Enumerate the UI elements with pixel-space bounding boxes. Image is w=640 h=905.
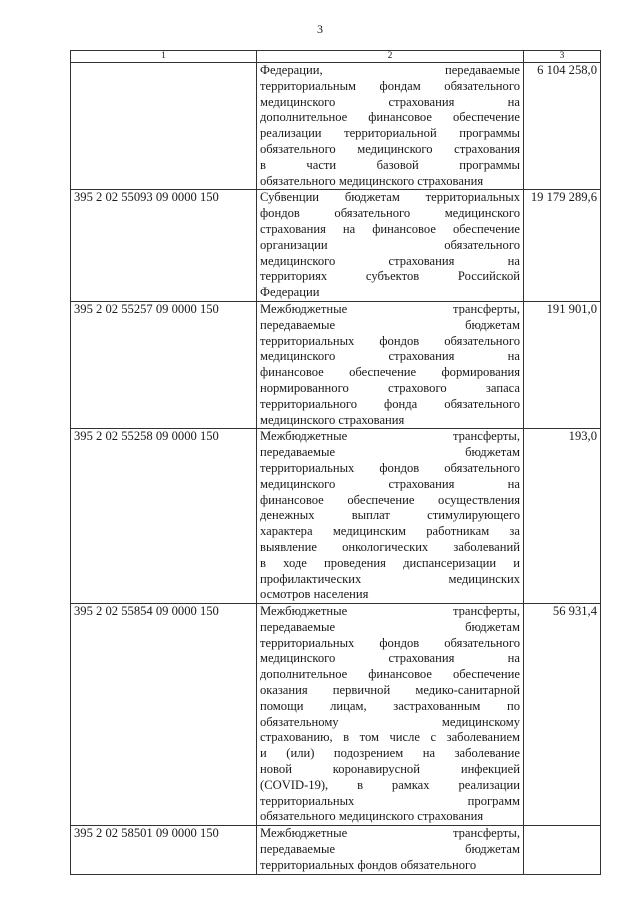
page-number: 3 [317, 22, 323, 36]
revenue-description [257, 190, 524, 302]
description-line: медицинского страхования на [260, 94, 520, 109]
amount-value: 193,0 [524, 429, 601, 604]
column-header-2: 2 [257, 51, 524, 63]
description-line: (COVID-19), в рамках реализации [260, 777, 520, 792]
table-row [71, 826, 601, 874]
revenue-description [257, 604, 524, 826]
table-row [71, 190, 601, 302]
description-line: передаваемые бюджетам [260, 842, 520, 857]
revenue-description [257, 63, 524, 190]
classification-code: 395 2 02 55257 09 0000 150 [71, 301, 257, 428]
description-line: передаваемые бюджетам [260, 619, 520, 634]
table-row [71, 63, 601, 190]
description-line: медицинского страхования [260, 412, 405, 427]
classification-code: 395 2 02 58501 09 0000 150 [71, 826, 257, 874]
description-line: обязательного медицинского страхования [260, 141, 520, 156]
description-line: профилактических медицинских [260, 571, 520, 586]
description-line: осмотров населения [260, 587, 369, 602]
description-line: Межбюджетные трансферты, [260, 826, 520, 841]
classification-code: 395 2 02 55854 09 0000 150 [71, 604, 257, 826]
description-line: реализации территориальной программы [260, 126, 520, 141]
column-header-3: 3 [524, 51, 601, 63]
description-line: территориальных фондов обязательного [260, 460, 520, 475]
description-line: выявление онкологических заболеваний [260, 539, 520, 554]
description-line: территориальных фондов обязательного [260, 333, 520, 348]
table-row [71, 301, 601, 428]
description-line: дополнительное финансовое обеспечение [260, 667, 520, 682]
description-line: Межбюджетные трансферты, [260, 604, 520, 619]
table-body [71, 51, 601, 875]
description-line: оказания первичной медико-санитарной [260, 683, 520, 698]
table-row [71, 604, 601, 826]
description-line: новой коронавирусной инфекцией [260, 762, 520, 777]
amount-value: 56 931,4 [524, 604, 601, 826]
description-line: передаваемые бюджетам [260, 445, 520, 460]
description-line: страхованию, в том числе с заболеванием [260, 730, 520, 745]
description-line: обязательного медицинского страхования [260, 809, 484, 824]
description-line: территориальных программ [260, 793, 520, 808]
description-line: дополнительное финансовое обеспечение [260, 110, 520, 125]
description-line: фондов обязательного медицинского [260, 206, 520, 221]
description-line: Федерации, передаваемые [260, 63, 520, 77]
table-header-row [71, 51, 601, 63]
amount-value [524, 826, 601, 874]
column-header-1: 1 [71, 51, 257, 63]
description-line: помощи лицам, застрахованным по [260, 698, 520, 713]
description-line: денежных выплат стимулирующего [260, 508, 520, 523]
description-line: финансовое обеспечение формирования [260, 365, 520, 380]
description-line: Федерации [260, 285, 320, 300]
description-line: в ходе проведения диспансеризации и [260, 555, 520, 570]
description-line: организации обязательного [260, 237, 520, 252]
description-line: медицинского страхования на [260, 349, 520, 364]
amount-value: 6 104 258,0 [524, 63, 601, 190]
description-line: медицинского страхования на [260, 476, 520, 491]
description-line: медицинского страхования на [260, 253, 520, 268]
description-line: Межбюджетные трансферты, [260, 429, 520, 444]
description-line: обязательного медицинского страхования [260, 173, 484, 188]
description-line: нормированного страхового запаса [260, 380, 520, 395]
description-line: территориального фонда обязательного [260, 396, 520, 411]
description-line: территориальных фондов обязательного [260, 635, 520, 650]
revenue-description [257, 429, 524, 604]
description-line: Субвенции бюджетам территориальных [260, 190, 520, 205]
description-line: характера медицинским работникам за [260, 524, 520, 539]
classification-code: 395 2 02 55093 09 0000 150 [71, 190, 257, 302]
description-line: передаваемые бюджетам [260, 317, 520, 332]
description-line: обязательному медицинскому [260, 714, 520, 729]
description-line: территориях субъектов Российской [260, 269, 520, 284]
description-line: медицинского страхования на [260, 651, 520, 666]
description-line: в части базовой программы [260, 157, 520, 172]
revenue-description [257, 301, 524, 428]
description-line: Межбюджетные трансферты, [260, 301, 520, 316]
description-line: финансовое обеспечение осуществления [260, 492, 520, 507]
amount-value: 191 901,0 [524, 301, 601, 428]
description-line: страхования на финансовое обеспечение [260, 221, 520, 236]
revenue-description [257, 826, 524, 874]
amount-value: 19 179 289,6 [524, 190, 601, 302]
description-line: территориальным фондам обязательного [260, 78, 520, 93]
budget-table [70, 50, 601, 875]
classification-code [71, 63, 257, 190]
table-row [71, 429, 601, 604]
classification-code: 395 2 02 55258 09 0000 150 [71, 429, 257, 604]
description-line: и (или) подозрением на заболевание [260, 746, 520, 761]
description-line: территориальных фондов обязательного [260, 857, 477, 872]
